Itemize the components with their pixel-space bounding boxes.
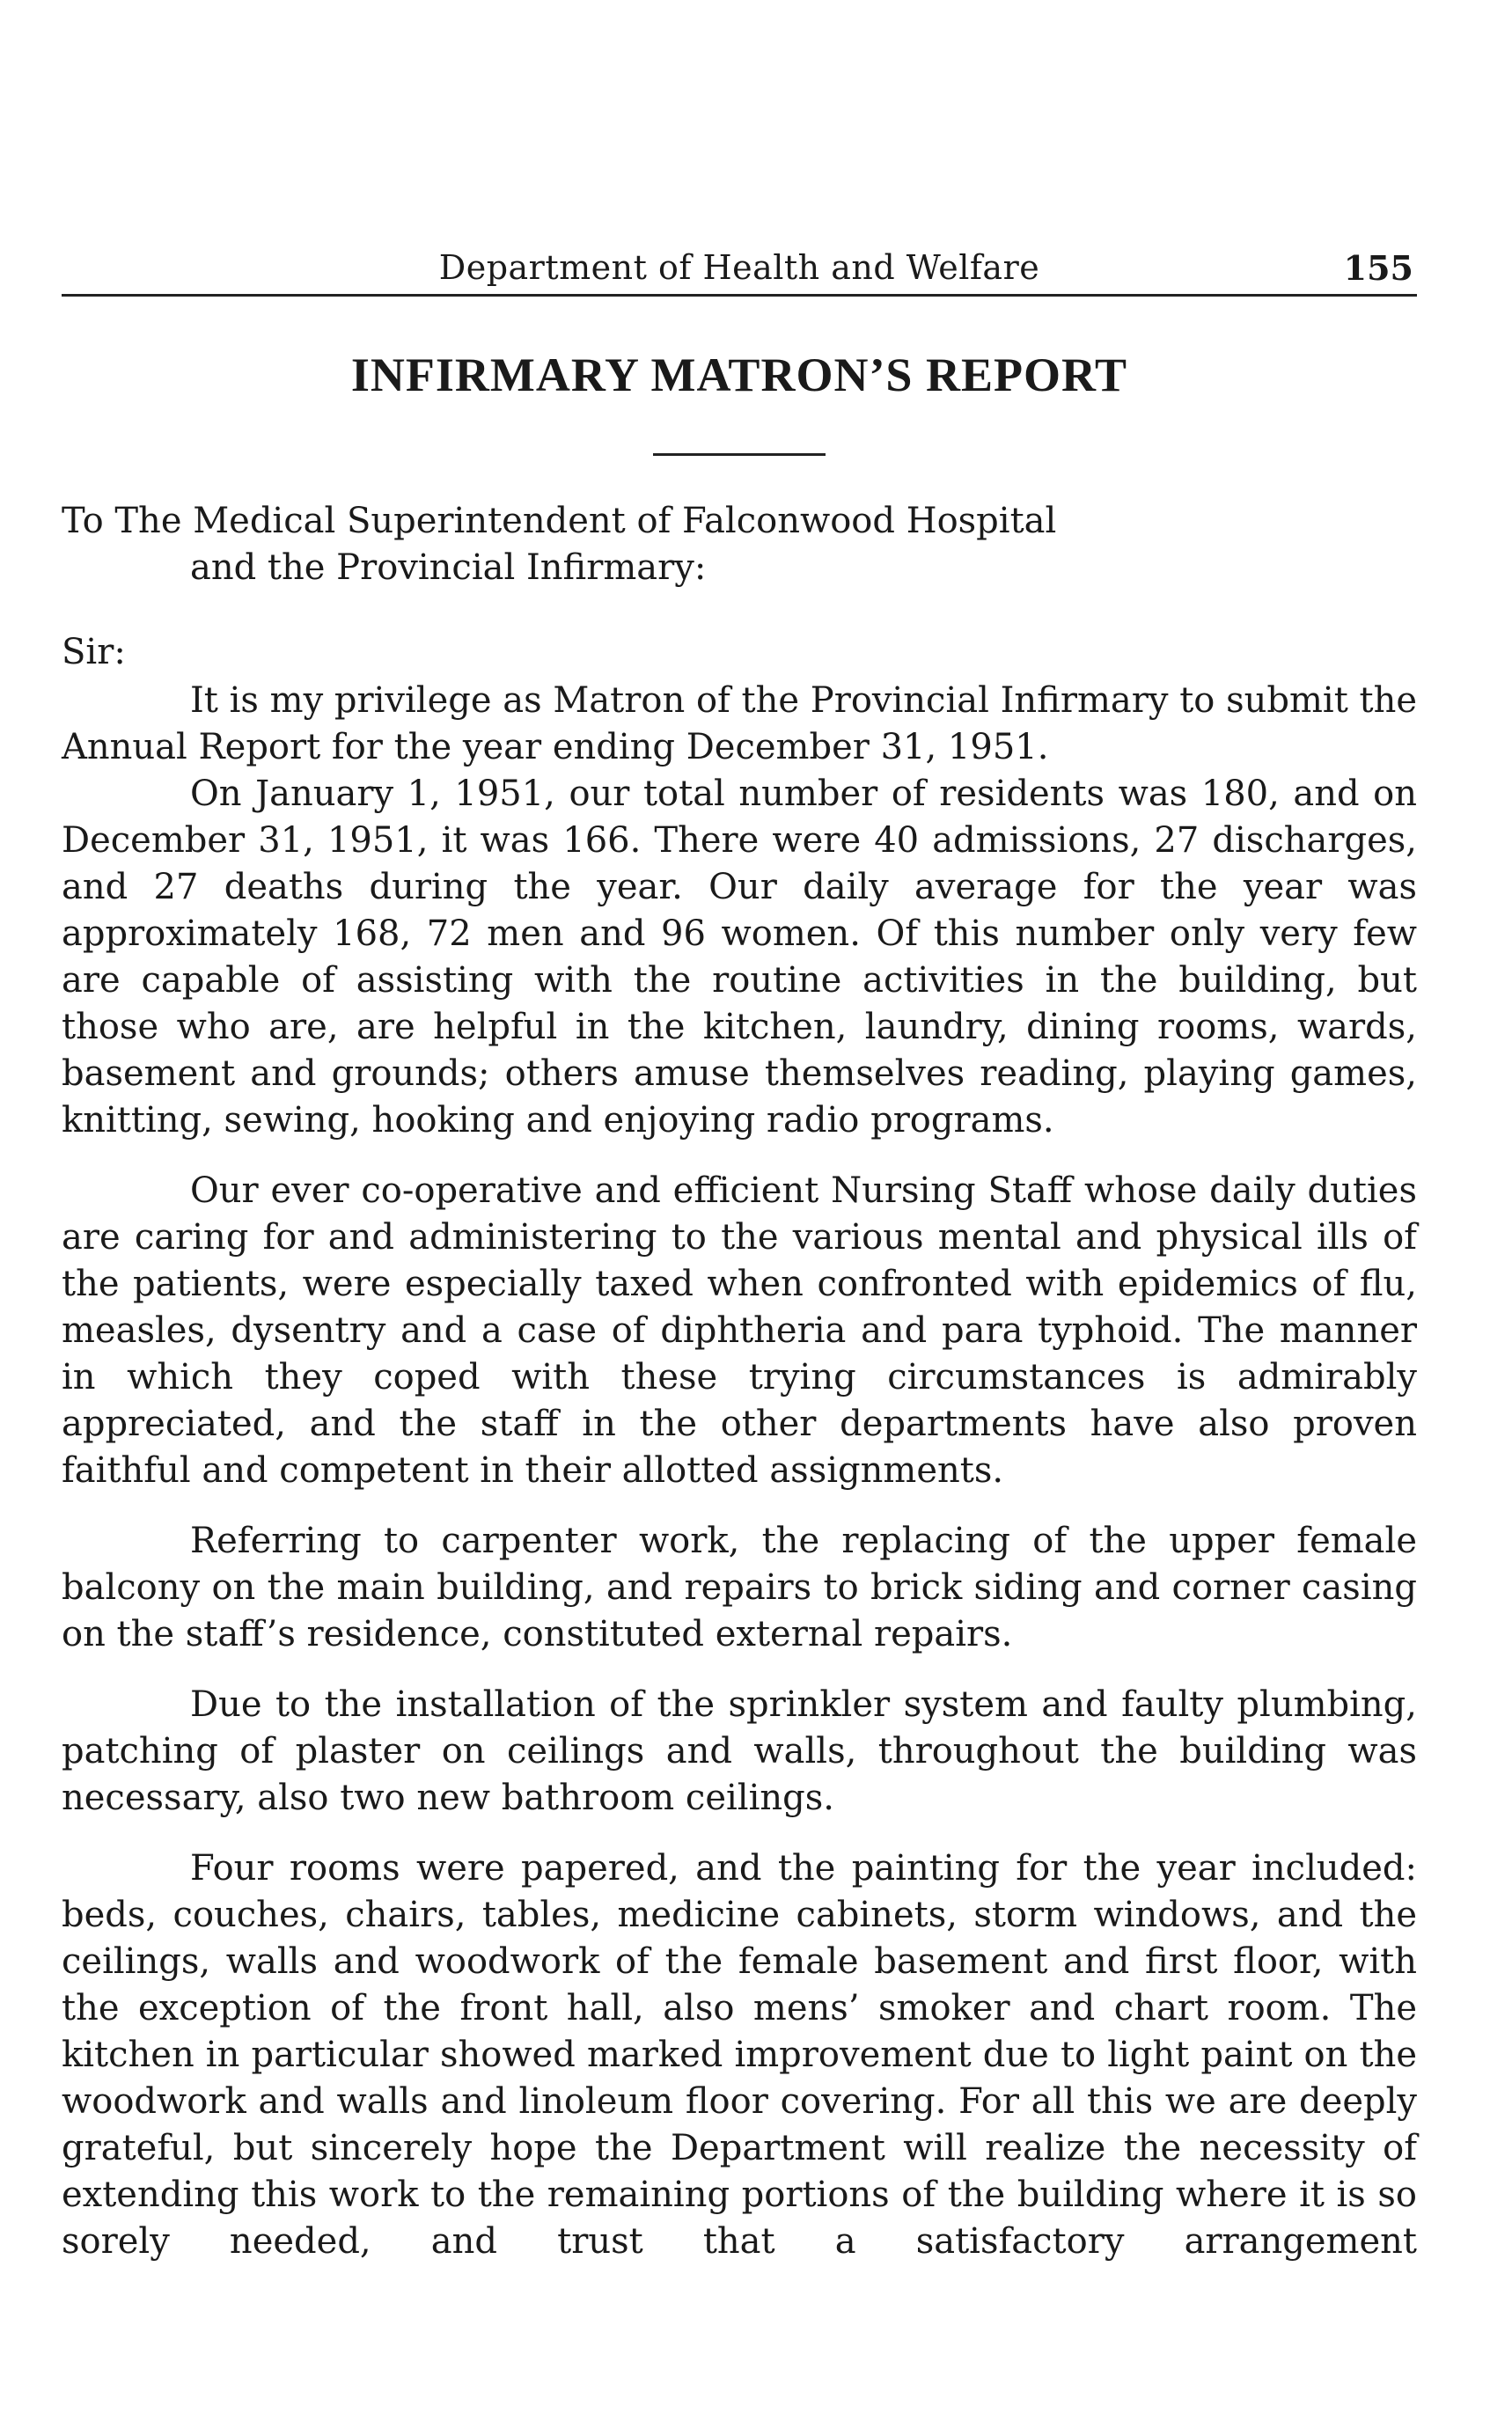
paragraph-plumbing: Due to the installation of the sprinkler system and faulty plumbing, patching of plaster on ceilings and walls, throughout the building was necessary, also two new bathroom ceilings.: [62, 1684, 1417, 1818]
paragraph-submission: It is my privilege as Matron of the Provincial Infirmary to submit the Annual Report for the year ending December 31, 1951.: [62, 680, 1417, 767]
paragraph-nursing-staff: Our ever co-operative and efficient Nursing Staff whose daily duties are caring for and administering to the various mental and physical ills of the patients, were especially taxed when confronted with epidemics of flu, measles, dysentry and a case of diphtheria and para typhoid. The manner in which they coped with these trying circumstances is admirably appreciated, and the staff in the other departments have also proven faithful and competent in their allotted assignments.: [62, 1170, 1417, 1491]
address-line-1: To The Medical Superintendent of Falconwood Hospital: [62, 501, 1057, 541]
paragraph-residents: On January 1, 1951, our total number of residents was 180, and on December 31, 1951, it was 166. There were 40 admissions, 27 discharges, and 27 deaths during the year. Our daily average for the year was approximately 168, 72 men and 96 women. Of this number only very few are capable of assisting with the routine activities in the building, but those who are, are helpful in the kitchen, laundry, dining rooms, wards, basement and grounds; others amuse themselves reading, playing games, knitting, sewing, hooking and enjoying radio programs.: [62, 774, 1417, 1141]
title-divider: [653, 453, 826, 456]
address-block: [62, 498, 1417, 591]
document-page: [62, 238, 1417, 2265]
address-line-2: and the Provincial Infirmary:: [190, 547, 707, 588]
page-number: 155: [1343, 248, 1413, 288]
report-title: INFIRMARY MATRON’S REPORT: [350, 348, 1128, 401]
paragraph-painting: Four rooms were papered, and the painting for the year included: beds, couches, chairs, tables, medicine cabinets, storm windows, and the ceilings, walls and woodwork of the female basement and first floor, with the exception of the front hall, also mens’ smoker and chart room. The kitchen in particular showed marked improvement due to light paint on the woodwork and walls and linoleum floor covering. For all this we are deeply grateful, but sincerely hope the Department will realize the necessity of extending this work to the remaining portions of the building where it is so sorely needed, and trust that a satisfactory arrangement: [62, 1848, 1417, 2262]
paragraph-carpenter-work: Referring to carpenter work, the replacing of the upper female balcony on the main building, and repairs to brick siding and corner casing on the staff’s residence, constituted external repairs.: [62, 1521, 1417, 1654]
salutation: Sir:: [62, 632, 126, 672]
running-header: [62, 238, 1417, 297]
running-title: Department of Health and Welfare: [438, 248, 1040, 287]
report-body: [62, 678, 1417, 2265]
